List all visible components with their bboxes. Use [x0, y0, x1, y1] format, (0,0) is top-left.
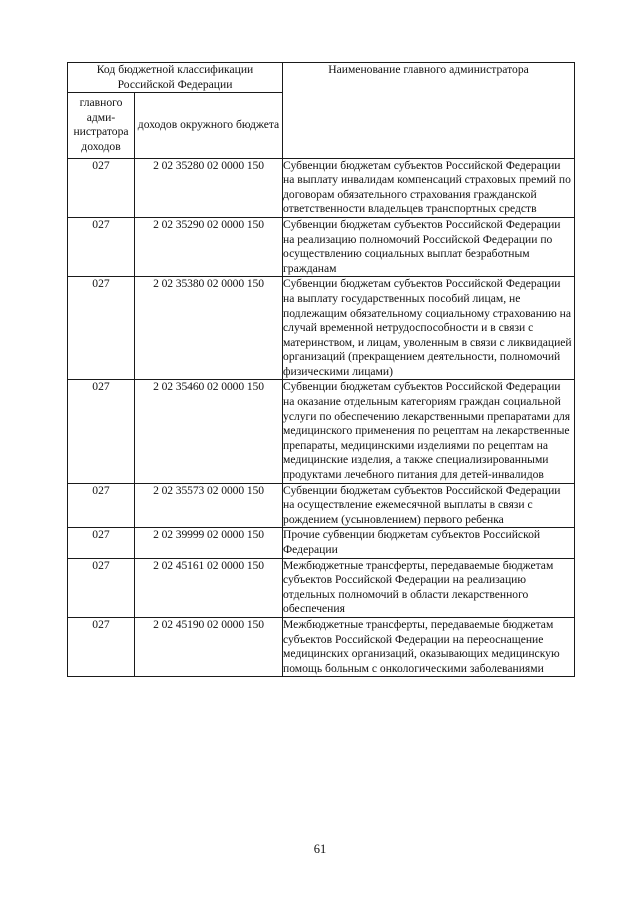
admin-code-cell: 027 — [68, 528, 135, 558]
table-row — [68, 528, 575, 558]
budget-classification-table — [67, 62, 575, 677]
admin-code-cell: 027 — [68, 483, 135, 528]
revenue-code-cell: 2 02 45161 02 0000 150 — [135, 558, 283, 617]
revenue-code-cell: 2 02 39999 02 0000 150 — [135, 528, 283, 558]
table-row — [68, 277, 575, 380]
table-header-row — [68, 63, 575, 93]
table-row — [68, 617, 575, 676]
admin-code-cell: 027 — [68, 617, 135, 676]
header-main-administrator: главного адми-нистратора доходов — [68, 93, 135, 158]
administrator-name-cell: Межбюджетные трансферты, передаваемые бюджетам субъектов Российской Федерации на реализацию отдельных полномочий в области лекарственного обеспечения — [283, 558, 575, 617]
table-row — [68, 558, 575, 617]
administrator-name-cell: Субвенции бюджетам субъектов Российской Федерации на выплату государственных пособий лицам, не подлежащим обязательному социальному страхованию на случай временной нетрудоспособности и в связи с материнством, и лицам, уволенным в связи с ликвидацией организаций (прекращением деятельности, полномочий физическими лицами) — [283, 277, 575, 380]
administrator-name-cell: Субвенции бюджетам субъектов Российской Федерации на оказание отдельным категориям граждан социальной услуги по обеспечению лекарственными препаратами для медицинского применения по рецептам на лекарственные препараты, медицинскими изделиями по рецептам на медицинские изделия, а также специализированными продуктами лечебного питания для детей-инвалидов — [283, 380, 575, 483]
page-number: 61 — [313, 842, 327, 856]
table-row — [68, 158, 575, 217]
admin-code-cell: 027 — [68, 158, 135, 217]
admin-code-cell: 027 — [68, 558, 135, 617]
admin-code-cell: 027 — [68, 217, 135, 276]
header-budget-classification-code: Код бюджетной классификации Российской Федерации — [68, 63, 283, 93]
administrator-name-cell: Прочие субвенции бюджетам субъектов Российской Федерации — [283, 528, 575, 558]
revenue-code-cell: 2 02 35380 02 0000 150 — [135, 277, 283, 380]
revenue-code-cell: 2 02 35290 02 0000 150 — [135, 217, 283, 276]
revenue-code-cell: 2 02 35573 02 0000 150 — [135, 483, 283, 528]
revenue-code-cell: 2 02 35280 02 0000 150 — [135, 158, 283, 217]
table-row — [68, 483, 575, 528]
table-row — [68, 380, 575, 483]
revenue-code-cell: 2 02 45190 02 0000 150 — [135, 617, 283, 676]
admin-code-cell: 027 — [68, 380, 135, 483]
revenue-code-cell: 2 02 35460 02 0000 150 — [135, 380, 283, 483]
header-district-budget-revenue: доходов окружного бюджета — [135, 93, 283, 158]
administrator-name-cell: Межбюджетные трансферты, передаваемые бюджетам субъектов Российской Федерации на переоснащение медицинских организаций, оказывающих медицинскую помощь больным с онкологическими заболеваниями — [283, 617, 575, 676]
header-administrator-name: Наименование главного администратора — [283, 63, 575, 159]
admin-code-cell: 027 — [68, 277, 135, 380]
administrator-name-cell: Субвенции бюджетам субъектов Российской Федерации на реализацию полномочий Российской Федерации по осуществлению социальных выплат безработным гражданам — [283, 217, 575, 276]
administrator-name-cell: Субвенции бюджетам субъектов Российской Федерации на осуществление ежемесячной выплаты в связи с рождением (усыновлением) первого ребенка — [283, 483, 575, 528]
table-row — [68, 217, 575, 276]
administrator-name-cell: Субвенции бюджетам субъектов Российской Федерации на выплату инвалидам компенсаций страховых премий по договорам обязательного страхования гражданской ответственности владельцев транспортных средств — [283, 158, 575, 217]
